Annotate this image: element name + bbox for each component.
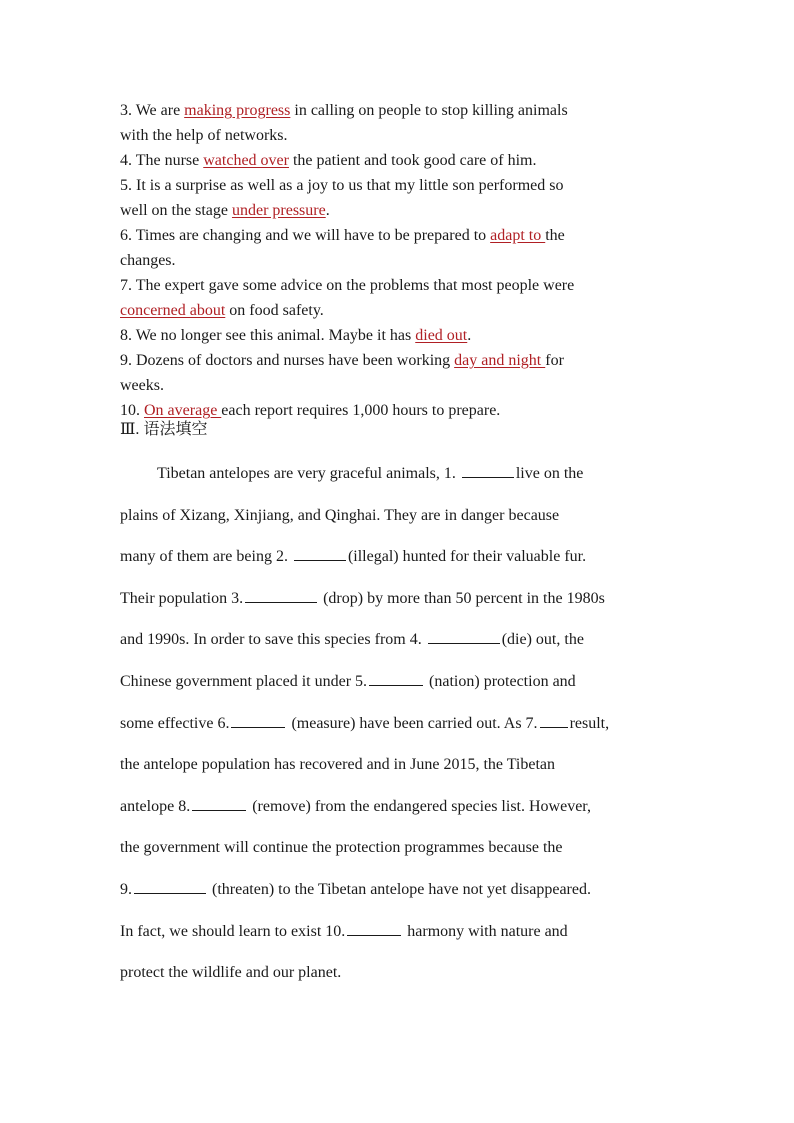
- passage-text: the government will continue the protection programmes because the: [120, 839, 563, 857]
- passage-line: [120, 952, 700, 994]
- answer-phrase: day and night: [454, 352, 546, 369]
- passage-line: [120, 453, 700, 495]
- passage-text: (remove) from the endangered species list. However,: [248, 797, 591, 815]
- exercise-line: [120, 148, 690, 173]
- exercise-text: Times are changing and we will have to be prepared to: [135, 227, 491, 244]
- passage-line: [120, 869, 700, 911]
- exercise-line: [120, 98, 690, 123]
- passage-text: In fact, we should learn to exist 10.: [120, 922, 346, 940]
- passage-text: antelope 8.: [120, 797, 191, 815]
- passage-line: [120, 744, 700, 786]
- passage-text: (drop) by more than 50 percent in the 1980s: [319, 589, 605, 607]
- exercise-number: 5.: [120, 177, 136, 194]
- exercise-line: [120, 248, 690, 273]
- answer-blank[interactable]: [134, 879, 206, 894]
- passage-line: [120, 827, 700, 869]
- answer-blank[interactable]: [369, 671, 423, 686]
- answer-blank[interactable]: [192, 796, 246, 811]
- exercise-line: [120, 223, 690, 248]
- exercise-line: [120, 173, 690, 198]
- exercise-text: the patient and took good care of him.: [288, 152, 537, 169]
- passage-text: plains of Xizang, Xinjiang, and Qinghai. They are in danger because: [120, 506, 560, 524]
- passage-text: result,: [569, 714, 610, 732]
- passage-text: (illegal) hunted for their valuable fur.: [347, 548, 587, 566]
- passage-text: harmony with nature and: [403, 922, 568, 940]
- exercise-text: on food safety.: [225, 302, 324, 319]
- answer-blank[interactable]: [231, 713, 285, 728]
- exercise-line: [120, 198, 690, 223]
- answer-blank[interactable]: [428, 629, 500, 644]
- exercise-number: 4.: [120, 152, 136, 169]
- exercise-number: 8.: [120, 327, 136, 344]
- exercise-number: 7.: [120, 277, 136, 294]
- passage-text: Chinese government placed it under 5.: [120, 672, 368, 690]
- cloze-passage: [120, 453, 700, 994]
- exercise-text: well on the stage: [120, 202, 232, 219]
- answer-phrase: concerned about: [120, 302, 226, 319]
- phrase-exercises: [120, 98, 690, 423]
- passage-text: (measure) have been carried out. As 7.: [287, 714, 538, 732]
- exercise-line: [120, 323, 690, 348]
- passage-text: Their population 3.: [120, 589, 244, 607]
- exercise-text: The nurse: [135, 152, 204, 169]
- answer-phrase: died out: [415, 327, 468, 344]
- passage-text: many of them are being 2.: [120, 548, 292, 566]
- exercise-text: each report requires 1,000 hours to prepare.: [221, 402, 501, 419]
- section-title: 语法填空: [143, 419, 208, 438]
- passage-text: the antelope population has recovered and in June 2015, the Tibetan: [120, 756, 556, 774]
- passage-line: [120, 619, 700, 661]
- exercise-number: 3.: [120, 102, 136, 119]
- exercise-text: The expert gave some advice on the problems that most people were: [135, 277, 575, 294]
- exercise-text: It is a surprise as well as a joy to us that my little son performed so: [136, 177, 564, 194]
- exercise-text: Dozens of doctors and nurses have been working: [136, 352, 455, 369]
- section-heading: [120, 418, 207, 441]
- answer-blank[interactable]: [245, 588, 317, 603]
- passage-text: Tibetan antelopes are very graceful animals, 1.: [157, 465, 460, 482]
- exercise-text: for: [545, 352, 564, 369]
- exercise-text: in calling on people to stop killing animals: [290, 102, 568, 119]
- exercise-number: 9.: [120, 352, 136, 369]
- answer-phrase: adapt to: [490, 227, 546, 244]
- exercise-text: weeks.: [120, 377, 164, 394]
- answer-phrase: making progress: [184, 102, 291, 119]
- exercise-text: changes.: [120, 252, 176, 269]
- passage-text: and 1990s. In order to save this species from 4.: [120, 631, 426, 649]
- exercise-text: .: [467, 327, 472, 344]
- answer-blank[interactable]: [347, 921, 401, 936]
- passage-line: [120, 578, 700, 620]
- exercise-line: [120, 123, 690, 148]
- exercise-number: 10.: [120, 402, 144, 419]
- answer-blank[interactable]: [462, 463, 514, 478]
- answer-phrase: under pressure: [231, 202, 326, 219]
- passage-line: [120, 911, 700, 953]
- section-numeral: Ⅲ.: [120, 421, 140, 438]
- exercise-number: 6.: [120, 227, 136, 244]
- exercise-text: with the help of networks.: [120, 127, 288, 144]
- passage-line: [120, 786, 700, 828]
- exercise-text: the: [545, 227, 565, 244]
- passage-line: [120, 536, 700, 578]
- passage-text: 9.: [120, 880, 132, 898]
- passage-text: (threaten) to the Tibetan antelope have not yet disappeared.: [208, 880, 591, 898]
- answer-blank[interactable]: [294, 546, 346, 561]
- exercise-line: [120, 348, 690, 373]
- exercise-line: [120, 273, 690, 298]
- passage-line: [120, 495, 700, 537]
- passage-line: [120, 703, 700, 745]
- exercise-line: [120, 298, 690, 323]
- passage-text: live on the: [515, 465, 584, 482]
- exercise-text: We are: [135, 102, 185, 119]
- passage-text: protect the wildlife and our planet.: [120, 964, 342, 982]
- passage-text: (nation) protection and: [425, 672, 576, 690]
- answer-phrase: watched over: [203, 152, 289, 169]
- answer-phrase: On average: [144, 402, 222, 419]
- passage-text: (die) out, the: [501, 631, 584, 649]
- exercise-text: We no longer see this animal. Maybe it has: [135, 327, 416, 344]
- passage-line: [120, 661, 700, 703]
- answer-blank[interactable]: [540, 713, 568, 728]
- exercise-line: [120, 373, 690, 398]
- passage-text: some effective 6.: [120, 714, 230, 732]
- exercise-text: .: [325, 202, 330, 219]
